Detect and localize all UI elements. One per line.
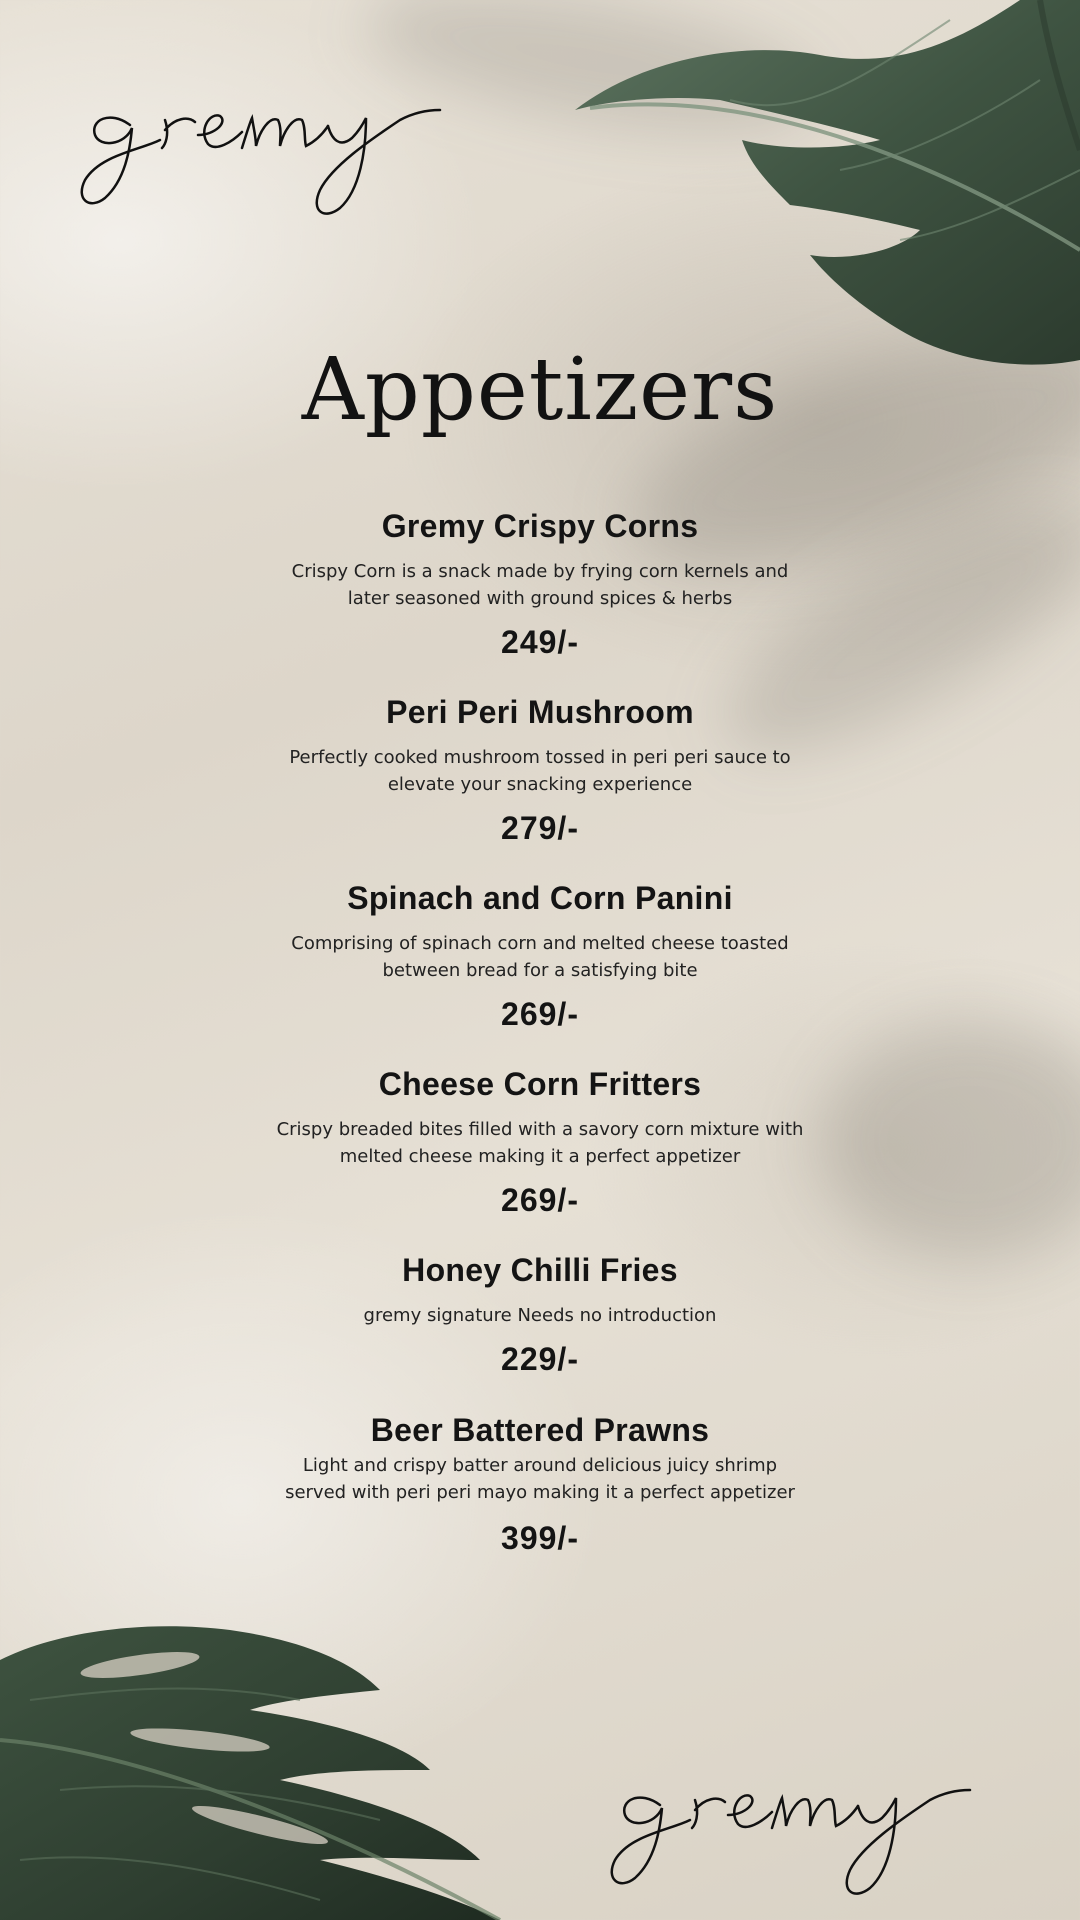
item-price: 399/- bbox=[501, 1520, 579, 1556]
item-description: Crispy breaded bites filled with a savory corn mixture with melted cheese making it a perfect appetizer bbox=[276, 1119, 804, 1167]
item-price: 249/- bbox=[501, 624, 579, 660]
monstera-leaf-bottom-icon bbox=[0, 1620, 540, 1920]
item-name: Gremy Crispy Corns bbox=[381, 508, 699, 544]
menu-item bbox=[240, 876, 840, 1036]
monstera-leaf-top-icon bbox=[480, 0, 1080, 380]
gremy-logo-top bbox=[70, 80, 470, 220]
item-name: Honey Chilli Fries bbox=[402, 1252, 678, 1288]
item-name: Cheese Corn Fritters bbox=[378, 1066, 702, 1102]
leaf-shadow bbox=[820, 1020, 1080, 1260]
item-description: Crispy Corn is a snack made by frying corn kernels and later seasoned with ground spices & herbs bbox=[291, 561, 789, 609]
menu-item bbox=[240, 1248, 840, 1381]
item-name: Spinach and Corn Panini bbox=[347, 880, 733, 916]
menu-item bbox=[240, 1408, 840, 1560]
item-description: Light and crispy batter around delicious juicy shrimp served with peri peri mayo making it a perfect appetizer bbox=[285, 1455, 795, 1503]
item-description: Comprising of spinach corn and melted cheese toasted between bread for a satisfying bite bbox=[291, 933, 789, 981]
gremy-logo-bottom bbox=[600, 1760, 1000, 1900]
item-price: 269/- bbox=[501, 996, 579, 1032]
menu-item bbox=[240, 1062, 840, 1222]
menu-title: Appetizers bbox=[301, 340, 779, 440]
item-name: Beer Battered Prawns bbox=[370, 1412, 710, 1448]
menu-item bbox=[240, 690, 840, 850]
item-price: 279/- bbox=[501, 810, 579, 846]
item-description: Perfectly cooked mushroom tossed in peri peri sauce to elevate your snacking experience bbox=[289, 747, 791, 795]
item-name: Peri Peri Mushroom bbox=[386, 694, 694, 730]
item-description: gremy signature Needs no introduction bbox=[363, 1305, 717, 1326]
item-price: 269/- bbox=[501, 1182, 579, 1218]
menu-item bbox=[240, 504, 840, 664]
item-price: 229/- bbox=[501, 1341, 579, 1377]
